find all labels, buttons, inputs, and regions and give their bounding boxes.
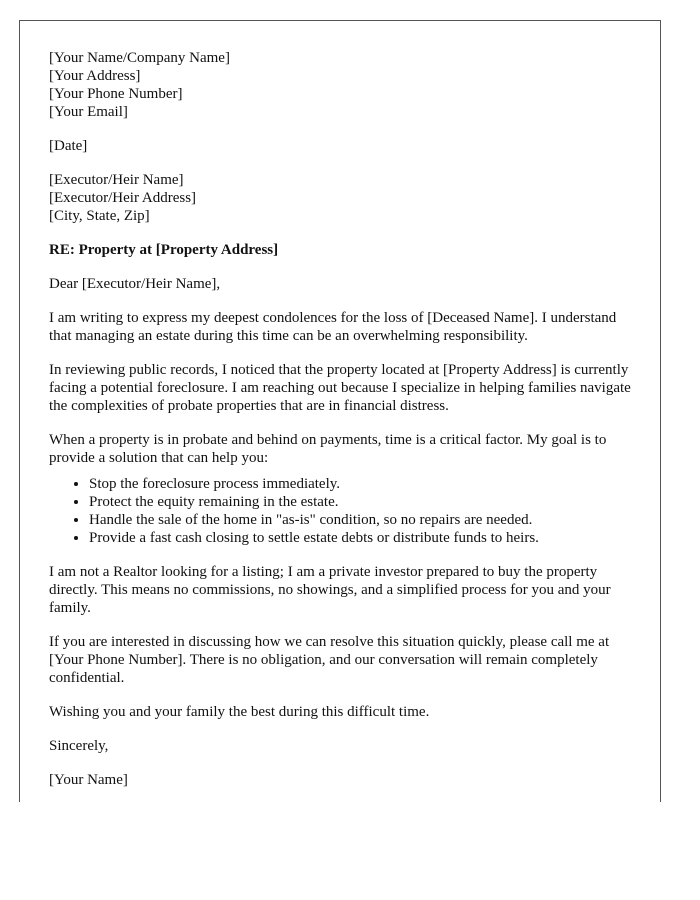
letter-page xyxy=(19,20,661,802)
list-item: • Protect the equity remaining in the estate. xyxy=(89,493,639,511)
sender-block xyxy=(49,49,639,121)
date-block xyxy=(49,137,639,155)
letter-date: [Date] xyxy=(49,138,88,154)
paragraph-condolences: I am writing to express my deepest condolences for the loss of [Deceased Name]. I understand that managing an estate during this time can be an overwhelming responsibility. xyxy=(49,310,617,344)
list-item: • Handle the sale of the home in "as-is" condition, so no repairs are needed. xyxy=(89,511,639,529)
recipient-address: [Executor/Heir Address] xyxy=(49,190,197,206)
sender-email: [Your Email] xyxy=(49,104,128,120)
paragraph-call: If you are interested in discussing how we can resolve this situation quickly, please call me at [Your Phone Number]. There is no obligation, and our conversation will remain completely confidential. xyxy=(49,634,610,686)
salutation: Dear [Executor/Heir Name], xyxy=(49,276,221,292)
subject-line: RE: Property at [Property Address] xyxy=(49,242,279,258)
paragraph-public-records: In reviewing public records, I noticed that the property located at [Property Address] is currently facing a potential foreclosure. I am reaching out because I specialize in helping families navigate the complexities of probate properties that are in financial distress. xyxy=(49,362,631,414)
signature: [Your Name] xyxy=(49,772,128,788)
solution-list xyxy=(49,475,639,547)
paragraph-investor: I am not a Realtor looking for a listing; I am a private investor prepared to buy the property directly. This means no commissions, no showings, and a simplified process for you and your family. xyxy=(49,564,611,616)
recipient-block xyxy=(49,171,639,225)
list-item: • Stop the foreclosure process immediately. xyxy=(89,475,639,493)
closing: Sincerely, xyxy=(49,738,109,754)
sender-address: [Your Address] xyxy=(49,68,141,84)
sender-phone: [Your Phone Number] xyxy=(49,86,183,102)
paragraph-wishes: Wishing you and your family the best during this difficult time. xyxy=(49,704,430,720)
recipient-name: [Executor/Heir Name] xyxy=(49,172,184,188)
letter-content xyxy=(49,49,639,802)
sender-name: [Your Name/Company Name] xyxy=(49,50,230,66)
recipient-city-state-zip: [City, State, Zip] xyxy=(49,208,150,224)
list-item: • Provide a fast cash closing to settle estate debts or distribute funds to heirs. xyxy=(89,529,639,547)
paragraph-probate: When a property is in probate and behind on payments, time is a critical factor. My goal is to provide a solution that can help you: xyxy=(49,432,607,466)
